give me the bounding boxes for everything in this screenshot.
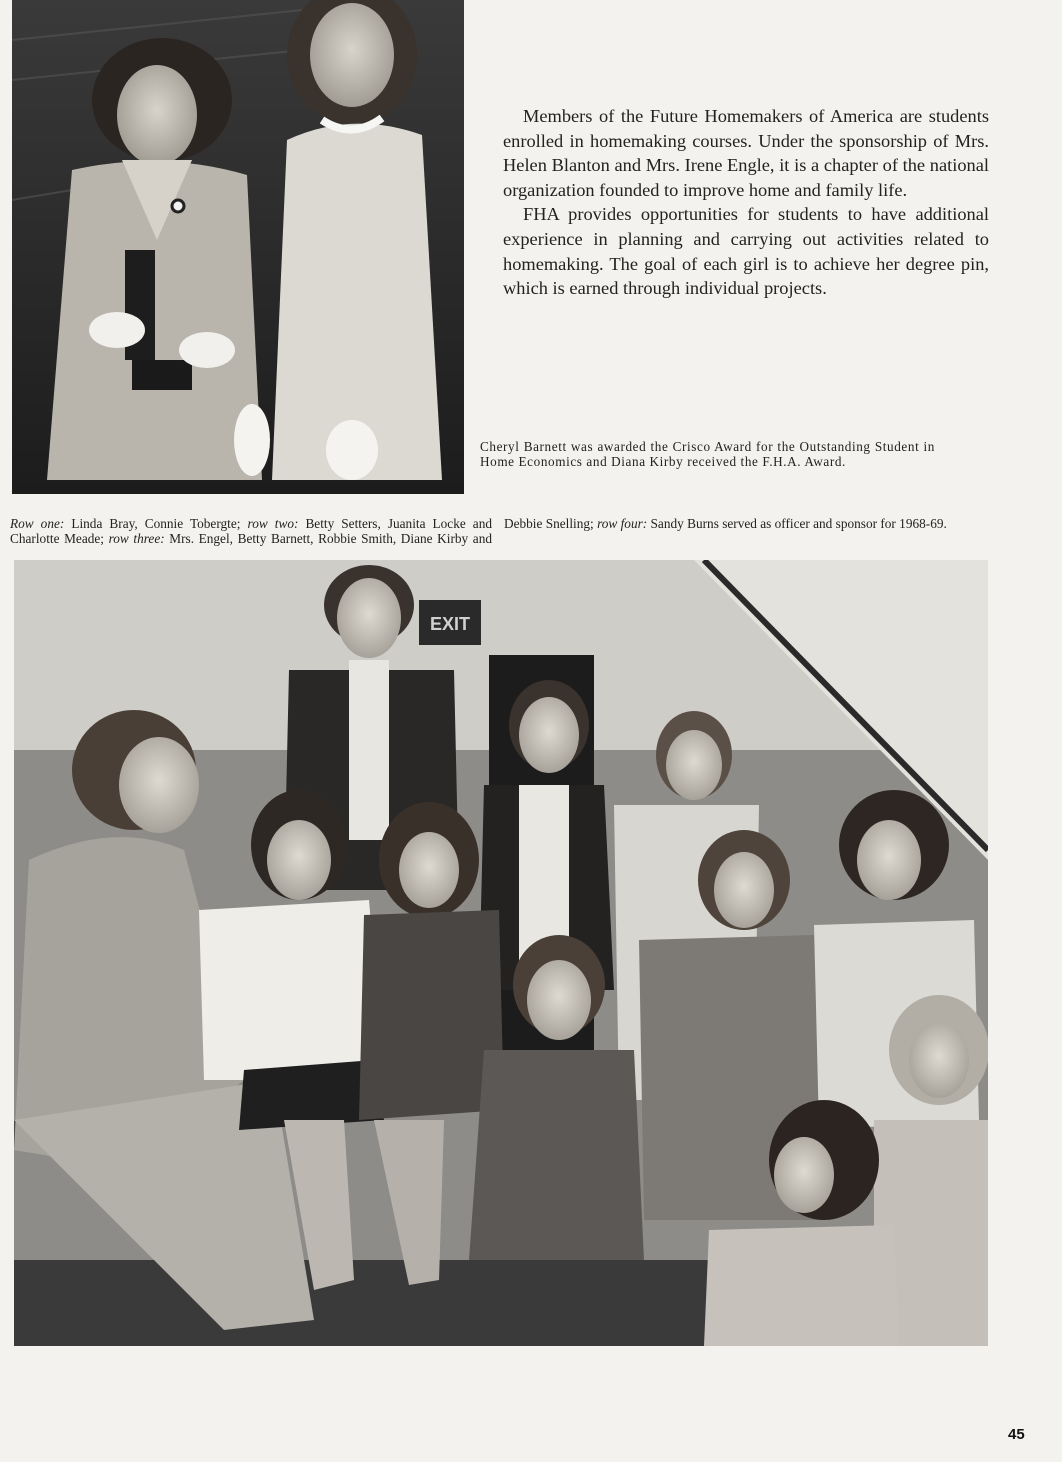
award-photo-caption: Cheryl Barnett was awarded the Crisco Award for the Outstanding Student in Home Economics and Diana Kirby received the F.H.A. Award.	[480, 439, 935, 469]
page-number: 45	[1008, 1426, 1025, 1443]
intro-text	[503, 104, 989, 301]
row-two-names: Betty Setters, Juanita Locke and Charlotte Meade;	[10, 516, 492, 547]
row-one-names: Linda Bray, Connie Tobergte;	[71, 516, 248, 531]
award-winners-photo	[12, 0, 464, 494]
fha-group-photo	[14, 560, 988, 1346]
row-four-names: Sandy Burns served as officer and sponsor for 1968-69.	[650, 516, 947, 531]
row-three-label: row three:	[108, 531, 170, 547]
exit-sign: EXIT	[429, 614, 471, 634]
group-photo-caption	[10, 516, 986, 548]
row-three-names: Mrs. Engel, Betty Barnett, Robbie Smith, Diane Kirby and Debbie Snelling;	[169, 516, 598, 547]
intro-paragraph-2: FHA provides opportunities for students to have additional experience in planning and carrying out activities related to homemaking. The goal of each girl is to achieve her degree pin, which is earned through individual projects.	[503, 204, 989, 299]
intro-paragraph-1: Members of the Future Homemakers of America are students enrolled in homemaking courses. Under the sponsorship of Mrs. Helen Blanton and Mrs. Irene Engle, it is a chapter of the national organization founded to improve home and family life.	[503, 106, 989, 200]
row-two-label: row two:	[247, 516, 306, 531]
row-one-label: Row one:	[10, 516, 72, 531]
row-four-label: row four:	[597, 516, 651, 531]
